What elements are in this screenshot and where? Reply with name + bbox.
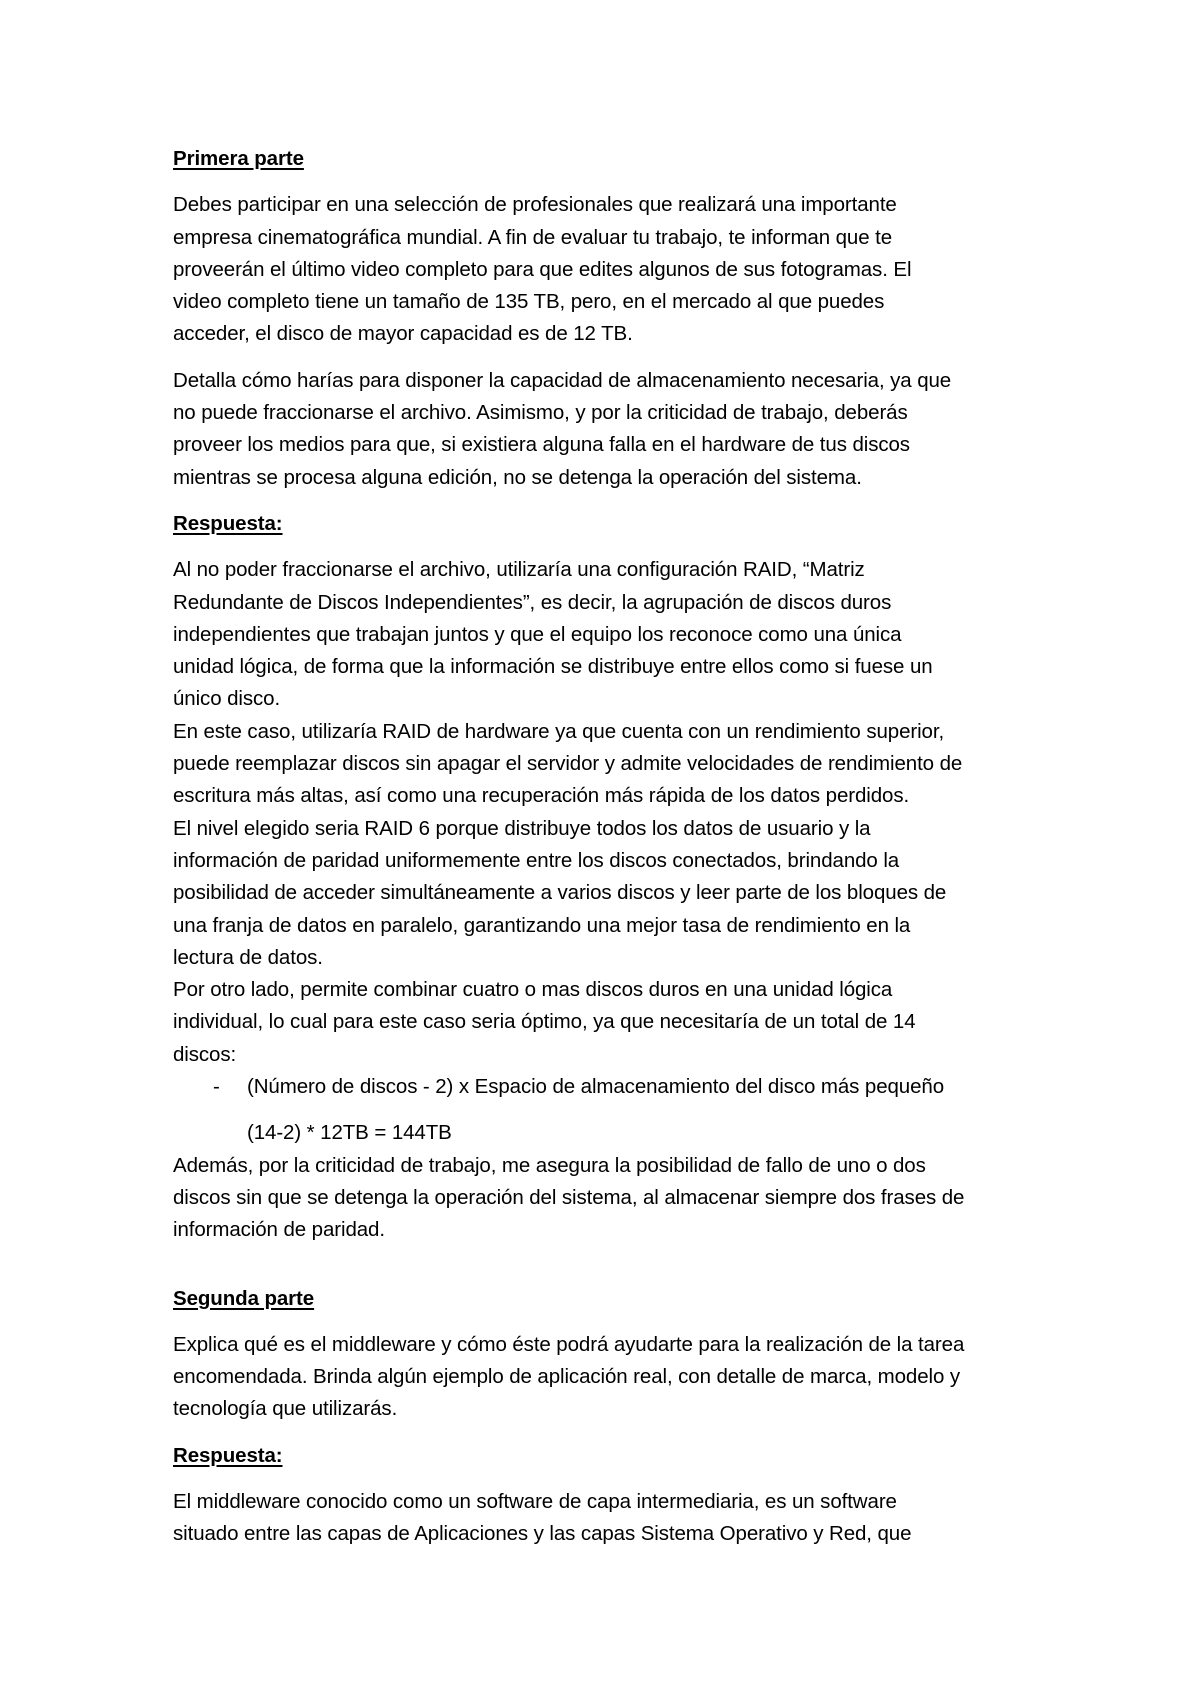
bullet-text: (Número de discos - 2) x Espacio de almacenamiento del disco más pequeño [247, 1075, 944, 1099]
text-line: posibilidad de acceder simultáneamente a varios discos y leer parte de los bloques de [173, 881, 947, 905]
text-line: situado entre las capas de Aplicaciones y las capas Sistema Operativo y Red, que [173, 1522, 912, 1546]
document-body [173, 143, 1053, 1565]
text-line: escritura más altas, así como una recuperación más rápida de los datos perdidos. [173, 784, 910, 808]
paragraph-answer-hardware-raid [173, 716, 1053, 813]
capacity-formula: (14-2) * 12TB = 144TB [247, 1121, 452, 1145]
text-line: puede reemplazar discos sin apagar el servidor y admite velocidades de rendimiento de [173, 752, 963, 776]
answer-heading-segunda: Respuesta: [173, 1443, 283, 1467]
text-line: tecnología que utilizarás. [173, 1397, 398, 1421]
text-line: proveer los medios para que, si existiera alguna falla en el hardware de tus discos [173, 433, 910, 457]
section-heading-segunda-parte: Segunda parte [173, 1286, 315, 1310]
text-line: proveerán el último video completo para que edites algunos de sus fotogramas. El [173, 257, 912, 281]
text-line: Además, por la criticidad de trabajo, me asegura la posibilidad de fallo de uno o dos [173, 1153, 926, 1177]
bullet-dash: - [213, 1075, 220, 1099]
paragraph-answer-raid [173, 554, 1053, 715]
text-line: Explica qué es el middleware y cómo éste podrá ayudarte para la realización de la tarea [173, 1332, 965, 1356]
text-line: único disco. [173, 687, 281, 711]
text-line: empresa cinematográfica mundial. A fin de evaluar tu trabajo, te informan que te [173, 225, 893, 249]
text-line: una franja de datos en paralelo, garantizando una mejor tasa de rendimiento en la [173, 913, 911, 937]
text-line: individual, lo cual para este caso seria óptimo, ya que necesitaría de un total de 14 [173, 1010, 916, 1034]
text-line: unidad lógica, de forma que la información se distribuye entre ellos como si fuese un [173, 655, 933, 679]
text-line: Redundante de Discos Independientes”, es decir, la agrupación de discos duros [173, 590, 892, 614]
text-line: discos: [173, 1042, 237, 1066]
paragraph-intro [173, 189, 1053, 350]
text-line: lectura de datos. [173, 945, 323, 969]
paragraph-answer-fault-tolerance [173, 1150, 1053, 1247]
paragraph-task [173, 365, 1053, 494]
text-line: Detalla cómo harías para disponer la capacidad de almacenamiento necesaria, ya que [173, 368, 952, 392]
answer-heading-primera: Respuesta: [173, 511, 283, 535]
text-line: El nivel elegido seria RAID 6 porque distribuye todos los datos de usuario y la [173, 816, 871, 840]
paragraph-answer-disks [173, 974, 1053, 1071]
paragraph-task-middleware [173, 1329, 1053, 1426]
paragraph-answer-middleware [173, 1486, 1053, 1551]
text-line: acceder, el disco de mayor capacidad es de 12 TB. [173, 322, 633, 346]
section-heading-primera-parte: Primera parte [173, 147, 304, 170]
text-line: no puede fraccionarse el archivo. Asimismo, y por la criticidad de trabajo, deberás [173, 401, 908, 425]
text-line: información de paridad uniformemente entre los discos conectados, brindando la [173, 848, 900, 872]
text-line: En este caso, utilizaría RAID de hardware ya que cuenta con un rendimiento superior, [173, 719, 945, 743]
text-line: discos sin que se detenga la operación del sistema, al almacenar siempre dos frases de [173, 1185, 965, 1209]
text-line: El middleware conocido como un software de capa intermediaria, es un software [173, 1489, 897, 1513]
text-line: información de paridad. [173, 1218, 385, 1242]
text-line: encomendada. Brinda algún ejemplo de aplicación real, con detalle de marca, modelo y [173, 1365, 961, 1389]
section-spacer [173, 1261, 1053, 1283]
bullet-item-formula-description [173, 1071, 1053, 1103]
text-line: Por otro lado, permite combinar cuatro o mas discos duros en una unidad lógica [173, 978, 893, 1002]
text-line: video completo tiene un tamaño de 135 TB, pero, en el mercado al que puedes [173, 290, 885, 314]
text-line: mientras se procesa alguna edición, no se detenga la operación del sistema. [173, 465, 862, 489]
text-line: Al no poder fraccionarse el archivo, utilizaría una configuración RAID, “Matriz [173, 558, 865, 582]
paragraph-answer-raid6 [173, 813, 1053, 974]
text-line: Debes participar en una selección de profesionales que realizará una importante [173, 193, 897, 217]
text-line: independientes que trabajan juntos y que el equipo los reconoce como una única [173, 622, 902, 646]
